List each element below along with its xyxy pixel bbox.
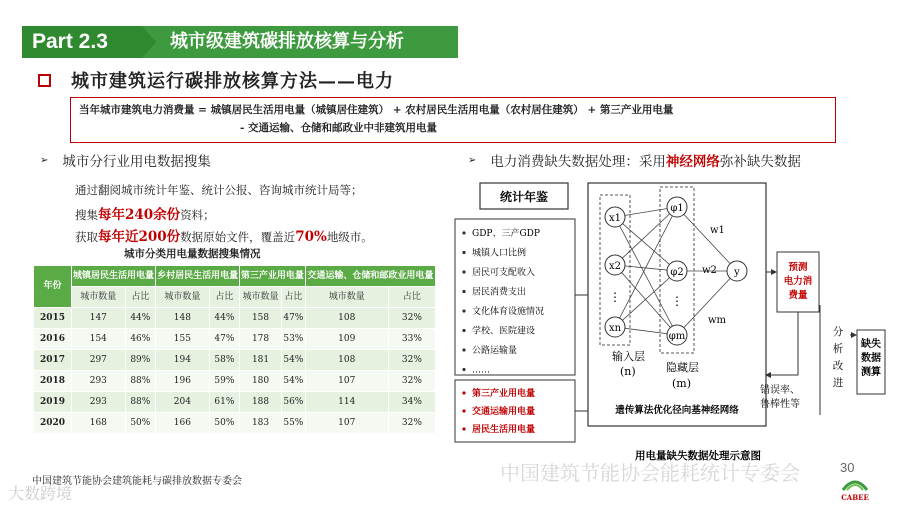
ratio-cell: 46% xyxy=(125,329,155,350)
year-cell: 2017 xyxy=(34,350,72,371)
hidden-node: φm xyxy=(668,331,686,342)
part-label: Part 2.3 xyxy=(22,26,142,58)
city-count-cell: 297 xyxy=(72,350,126,371)
error-line-1: 错误率、 xyxy=(760,385,800,396)
city-count-cell: 293 xyxy=(72,371,126,392)
sub-header: 占比 xyxy=(388,287,435,308)
table-title: 城市分类用电量数据搜集情况 xyxy=(124,248,261,260)
city-count-cell: 168 xyxy=(72,413,126,434)
hidden-node-ellipsis: ⋮ xyxy=(671,294,683,308)
table-row xyxy=(34,371,436,392)
sub-header: 占比 xyxy=(281,287,305,308)
ratio-cell: 44% xyxy=(125,308,155,329)
missing-calc-line: 缺失 xyxy=(861,339,881,350)
year-cell: 2016 xyxy=(34,329,72,350)
bullet-dot-icon xyxy=(462,309,465,312)
group-header: 乡村居民生活用电量 xyxy=(156,266,240,287)
ratio-cell: 88% xyxy=(125,371,155,392)
input-item: 城镇人口比例 xyxy=(472,248,527,259)
collection-paragraph-3 xyxy=(75,225,373,245)
ratio-cell: 32% xyxy=(388,413,435,434)
p2-highlight: 每年240余份 xyxy=(98,207,181,223)
city-count-cell: 181 xyxy=(240,350,282,371)
hidden-layer-count: (m) xyxy=(672,377,692,390)
city-count-cell: 154 xyxy=(72,329,126,350)
city-count-cell: 194 xyxy=(156,350,210,371)
right-heading-post: 弥补缺失数据 xyxy=(719,154,801,170)
ratio-cell: 32% xyxy=(388,350,435,371)
bullet-dot-icon xyxy=(462,368,465,371)
logo-text: CABEE xyxy=(841,493,869,502)
left-subheading-text: 城市分行业用电数据搜集 xyxy=(62,154,211,170)
analysis-text xyxy=(833,325,844,389)
ratio-cell: 89% xyxy=(125,350,155,371)
ratio-cell: 54% xyxy=(281,350,305,371)
missing-calc-line: 测算 xyxy=(861,367,881,378)
sub-header: 城市数量 xyxy=(240,287,282,308)
city-count-cell: 114 xyxy=(305,392,388,413)
year-header: 年份 xyxy=(34,266,72,308)
section-title: 城市建筑运行碳排放核算方法——电力 xyxy=(71,71,394,92)
group-header: 第三产业用电量 xyxy=(240,266,306,287)
city-count-cell: 148 xyxy=(156,308,210,329)
p3-highlight: 每年近200份 xyxy=(98,229,181,245)
bullet-dot-icon xyxy=(462,409,465,412)
input-node-ellipsis: ⋮ xyxy=(609,290,621,304)
input-item: 居民消费支出 xyxy=(472,287,527,298)
target-item: 第三产业用电量 xyxy=(472,389,536,399)
ratio-cell: 58% xyxy=(209,350,239,371)
formula-line-1: 当年城市建筑电力消费量 = 城镇居民生活用电量（城镇居住建筑） + 农村居民生活用电量（农村居住建筑） + 第三产业用电量 xyxy=(79,104,674,116)
city-count-cell: 108 xyxy=(305,350,388,371)
sub-header: 城市数量 xyxy=(72,287,126,308)
missing-calc-text xyxy=(861,337,881,378)
ratio-cell: 47% xyxy=(209,329,239,350)
ratio-cell: 61% xyxy=(209,392,239,413)
input-node: x2 xyxy=(608,261,622,272)
table-row xyxy=(34,413,436,434)
city-count-cell: 107 xyxy=(305,413,388,434)
predict-line-2: 电力消 xyxy=(783,276,813,287)
table-row xyxy=(34,308,436,329)
hidden-node: φ2 xyxy=(670,267,684,278)
predict-line-3: 费量 xyxy=(788,290,808,301)
title-banner xyxy=(22,26,458,58)
target-item: 交通运输用电量 xyxy=(472,407,536,417)
left-subheading xyxy=(40,150,211,170)
ratio-cell: 88% xyxy=(125,392,155,413)
ratio-cell: 33% xyxy=(388,329,435,350)
bullet-dot-icon xyxy=(462,251,465,254)
p3-post: 地级市。 xyxy=(326,230,373,244)
input-layer-label: 输入层 xyxy=(612,350,645,363)
bullet-dot-icon xyxy=(462,329,465,332)
group-header: 城镇居民生活用电量 xyxy=(72,266,156,287)
target-items-list xyxy=(462,387,535,435)
ratio-cell: 34% xyxy=(388,392,435,413)
city-count-cell: 155 xyxy=(156,329,210,350)
input-layer-count: (n) xyxy=(620,365,636,378)
input-item: 居民可支配收入 xyxy=(472,268,536,278)
year-cell: 2018 xyxy=(34,371,72,392)
bullet-dot-icon xyxy=(462,348,465,351)
p2-pre: 搜集 xyxy=(75,208,98,222)
cabee-logo-icon xyxy=(835,472,875,502)
diagram-caption: 用电量缺失数据处理示意图 xyxy=(635,450,761,462)
right-heading-highlight: 神经网络 xyxy=(665,154,720,170)
watermark-left: 大数跨境 xyxy=(8,484,73,503)
electricity-data-table xyxy=(33,265,436,434)
city-count-cell: 183 xyxy=(240,413,282,434)
analysis-char: 分 xyxy=(832,326,844,338)
city-count-cell: 178 xyxy=(240,329,282,350)
year-cell: 2020 xyxy=(34,413,72,434)
ratio-cell: 44% xyxy=(209,308,239,329)
page-title: 城市级建筑碳排放核算与分析 xyxy=(170,31,404,52)
group-header: 交通运输、仓储和邮政业用电量 xyxy=(305,266,435,287)
ratio-cell: 53% xyxy=(281,329,305,350)
year-cell: 2019 xyxy=(34,392,72,413)
nn-caption: 遗传算法优化径向基神经网络 xyxy=(615,405,739,416)
bullet-dot-icon xyxy=(462,270,465,273)
section-header xyxy=(38,67,394,93)
footer-org: 中国建筑节能协会建筑能耗与碳排放数据专委会 xyxy=(32,476,242,487)
city-count-cell: 108 xyxy=(305,308,388,329)
table-row xyxy=(34,350,436,371)
analysis-char: 析 xyxy=(832,343,844,355)
input-node: x1 xyxy=(608,213,622,224)
city-count-cell: 158 xyxy=(240,308,282,329)
weight-label: w2 xyxy=(702,265,717,276)
right-heading-pre: 电力消费缺失数据处理：采用 xyxy=(490,154,666,170)
city-count-cell: 188 xyxy=(240,392,282,413)
p2-post: 资料； xyxy=(180,208,215,222)
city-count-cell: 196 xyxy=(156,371,210,392)
analysis-char: 改 xyxy=(832,360,844,372)
bullet-dot-icon xyxy=(462,231,465,234)
ratio-cell: 50% xyxy=(125,413,155,434)
bullet-dot-icon xyxy=(462,427,465,430)
ratio-cell: 32% xyxy=(388,371,435,392)
neural-network-diagram xyxy=(450,175,890,465)
square-bullet-icon xyxy=(38,74,51,87)
year-cell: 2015 xyxy=(34,308,72,329)
formula-box xyxy=(70,97,836,143)
weight-label: wm xyxy=(708,315,727,326)
input-item: 文化体育设施情况 xyxy=(472,307,545,317)
ratio-cell: 50% xyxy=(209,413,239,434)
ratio-cell: 56% xyxy=(281,392,305,413)
ratio-cell: 55% xyxy=(281,413,305,434)
sub-header: 占比 xyxy=(209,287,239,308)
missing-calc-line: 数据 xyxy=(861,353,881,364)
bullet-dot-icon xyxy=(462,391,465,394)
page-number: 30 xyxy=(840,460,855,475)
table-row xyxy=(34,392,436,413)
hidden-layer-label: 隐藏层 xyxy=(666,361,699,374)
error-line-2: 鲁棒性等 xyxy=(760,399,800,410)
hidden-node: φ1 xyxy=(670,203,684,214)
p3-highlight-2: 70% xyxy=(295,229,327,245)
city-count-cell: 293 xyxy=(72,392,126,413)
p3-mid: 数据原始文件，覆盖近 xyxy=(180,230,296,244)
city-count-cell: 109 xyxy=(305,329,388,350)
ratio-cell: 47% xyxy=(281,308,305,329)
input-item: 公路运输量 xyxy=(472,346,518,356)
input-item: …… xyxy=(472,365,490,376)
city-count-cell: 166 xyxy=(156,413,210,434)
sub-header: 占比 xyxy=(125,287,155,308)
ratio-cell: 59% xyxy=(209,371,239,392)
output-node: y xyxy=(734,267,740,278)
sub-header: 城市数量 xyxy=(156,287,210,308)
bullet-dot-icon xyxy=(462,290,465,293)
input-node: xn xyxy=(608,323,622,334)
predict-line-1: 预测 xyxy=(788,262,808,273)
analysis-char: 进 xyxy=(832,377,844,389)
arrow-bullet-icon: ➢ xyxy=(468,154,477,166)
weight-label: w1 xyxy=(710,225,725,236)
collection-paragraph-1: 通过翻阅城市统计年鉴、统计公报、咨询城市统计局等； xyxy=(75,183,363,197)
watermark-right: 中国建筑节能协会能耗统计专委会 xyxy=(500,461,800,485)
ratio-cell: 54% xyxy=(281,371,305,392)
right-subheading xyxy=(468,150,801,170)
city-count-cell: 180 xyxy=(240,371,282,392)
collection-paragraph-2 xyxy=(75,203,215,223)
city-count-cell: 204 xyxy=(156,392,210,413)
input-item: 学校、医院建设 xyxy=(472,326,536,337)
p3-pre: 获取 xyxy=(75,230,98,244)
input-item: GDP、三产GDP xyxy=(472,229,540,239)
sub-header: 城市数量 xyxy=(305,287,388,308)
city-count-cell: 107 xyxy=(305,371,388,392)
stat-yearbook-title: 统计年鉴 xyxy=(499,190,549,204)
city-count-cell: 147 xyxy=(72,308,126,329)
feedback-arrow xyxy=(766,312,798,375)
arrow-bullet-icon: ➢ xyxy=(40,154,49,166)
ratio-cell: 32% xyxy=(388,308,435,329)
formula-line-2: - 交通运输、仓储和邮政业中非建筑用电量 xyxy=(240,122,438,134)
banner-arrow-shape xyxy=(142,26,156,58)
target-item: 居民生活用电量 xyxy=(472,425,536,435)
table-row xyxy=(34,329,436,350)
